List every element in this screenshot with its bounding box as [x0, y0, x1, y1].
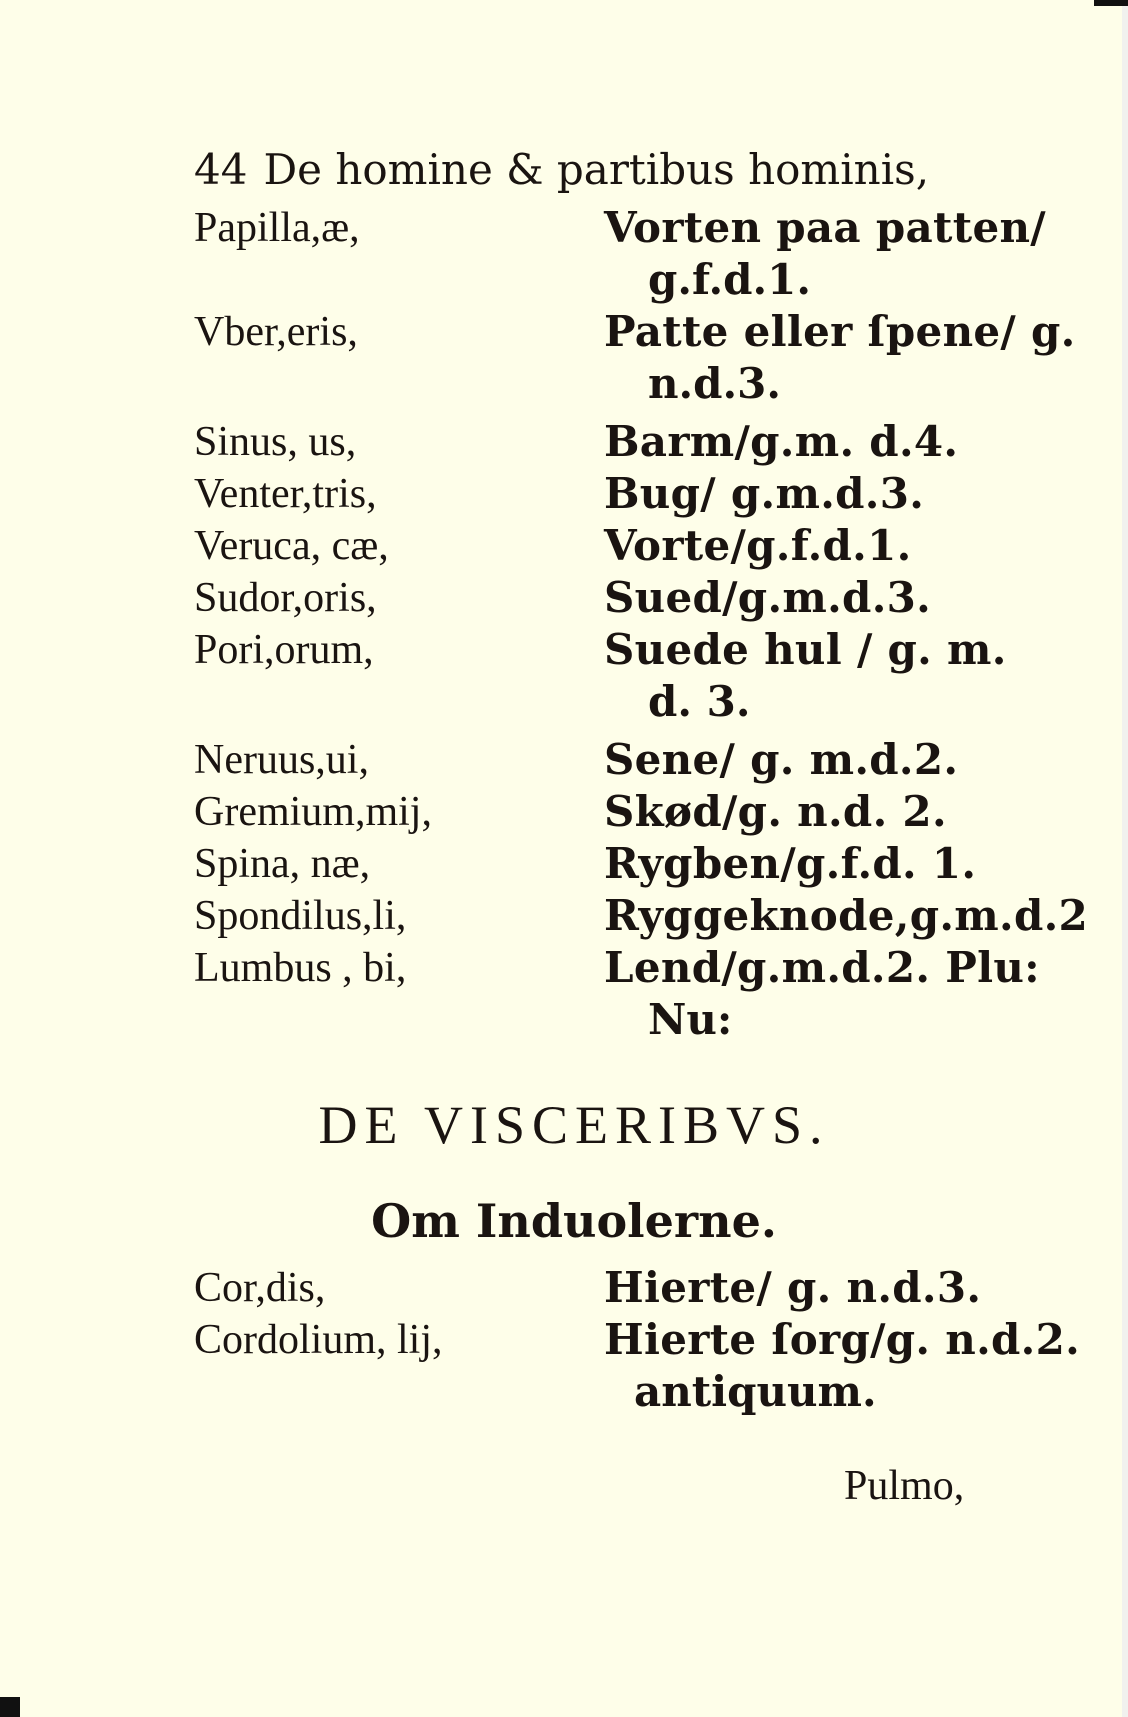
latin-term: Lumbus , bi, [194, 945, 407, 991]
danish-term: Patte eller ſpene/ g. [604, 307, 1076, 356]
section-heading: DE VISCERIBVS. [318, 1095, 830, 1155]
running-head [194, 140, 954, 200]
latin-term: Spondilus,li, [194, 893, 407, 939]
glossary-entry [194, 468, 1004, 520]
section-subheading: Om Induolerne. [371, 1194, 777, 1248]
running-title: De homine & partibus hominis, [263, 145, 930, 194]
danish-term: Barm/g.m. d.4. [604, 417, 959, 466]
glossary-entry [194, 572, 1004, 624]
glossary-entry [194, 1262, 1004, 1314]
latin-term: Gremium,mij, [194, 789, 432, 835]
danish-term: Rygben/g.f.d. 1. [604, 839, 977, 888]
danish-term: Sued/g.m.d.3. [604, 573, 932, 622]
latin-term: Spina, næ, [194, 841, 371, 887]
danish-term-continuation: antiquum. [634, 1367, 877, 1416]
danish-term: Hierte ſorg/g. n.d.2. [604, 1315, 1081, 1364]
glossary-entry [194, 786, 1004, 838]
catchword: Pulmo, [844, 1463, 965, 1509]
glossary-entry [194, 202, 1046, 306]
danish-term: Sene/ g. m.d.2. [604, 735, 959, 784]
latin-term: Venter,tris, [194, 471, 377, 517]
latin-term: Pori,orum, [194, 627, 374, 673]
glossary-entry [194, 942, 1040, 1046]
danish-term-continuation: Nu: [648, 995, 733, 1044]
danish-term: Suede hul / g. m. [604, 625, 1007, 674]
danish-term-continuation: d. 3. [648, 677, 751, 726]
latin-term: Cor,dis, [194, 1265, 326, 1311]
glossary-entry [194, 416, 1004, 468]
scan-corner-mark [0, 1697, 20, 1717]
page-number: 44 [194, 145, 248, 194]
book-page [194, 140, 1089, 1510]
glossary-entry [194, 624, 1007, 728]
latin-term: Veruca, cæ, [194, 523, 389, 569]
glossary-entry [194, 1314, 1081, 1418]
glossary-entry [194, 890, 1089, 942]
danish-term: Bug/ g.m.d.3. [604, 469, 925, 518]
glossary-entry [194, 520, 1004, 572]
danish-term: Lend/g.m.d.2. Plu: [604, 943, 1040, 992]
latin-term: Papilla,æ, [194, 205, 360, 251]
danish-term: Ryggeknode,g.m.d.2 [604, 891, 1089, 940]
danish-term: Hierte/ g. n.d.3. [604, 1263, 982, 1312]
glossary-entry [194, 306, 1076, 410]
glossary-entry [194, 838, 1004, 890]
latin-term: Neruus,ui, [194, 737, 369, 783]
latin-term: Vber,eris, [194, 309, 358, 355]
danish-term-continuation: g.f.d.1. [648, 255, 812, 304]
danish-term: Vorte/g.f.d.1. [604, 521, 912, 570]
scan-corner-mark [1094, 0, 1128, 6]
latin-term: Sinus, us, [194, 419, 357, 465]
danish-term-continuation: n.d.3. [648, 359, 781, 408]
latin-term: Sudor,oris, [194, 575, 377, 621]
glossary-entry [194, 734, 1004, 786]
danish-term: Skød/g. n.d. 2. [604, 787, 947, 836]
scan-edge [1122, 0, 1128, 1717]
danish-term: Vorten paa patten/ [604, 203, 1046, 252]
latin-term: Cordolium, lij, [194, 1317, 443, 1363]
